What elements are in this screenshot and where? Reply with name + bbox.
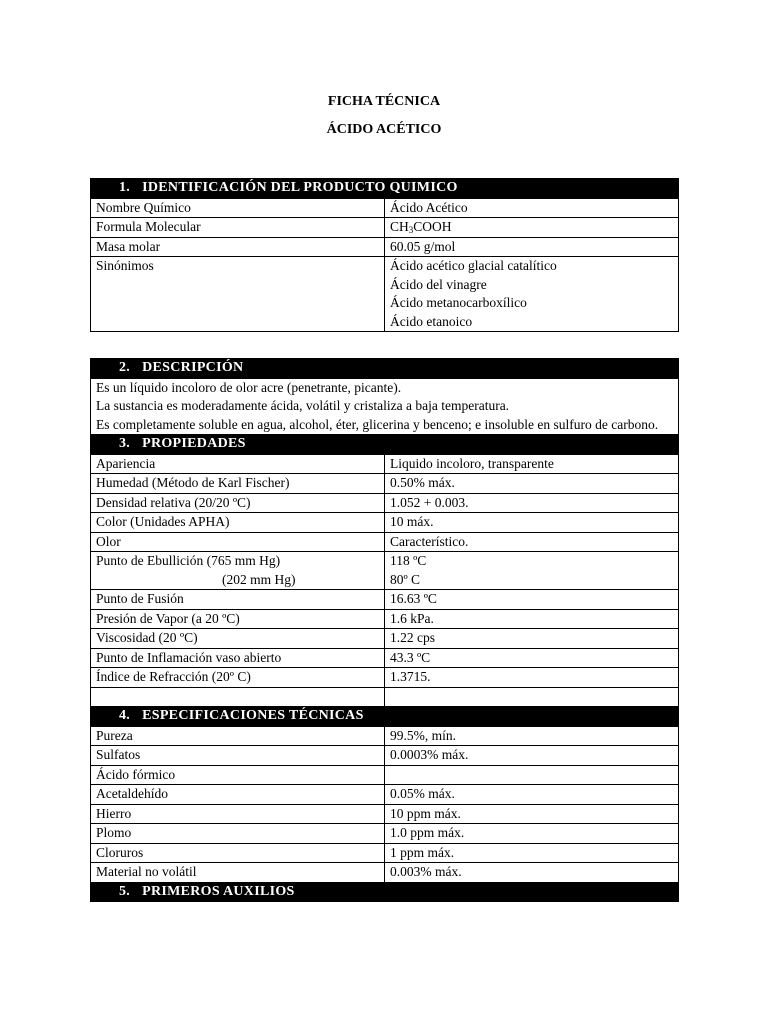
table-row: [91, 513, 679, 533]
formula-subscript: 3: [408, 225, 414, 235]
section-number: 4.: [119, 708, 131, 723]
row-label: Punto de Fusión: [91, 590, 385, 610]
row-value: 10 ppm máx.: [385, 804, 679, 824]
section-title: PROPIEDADES: [142, 436, 246, 451]
identification-table: [90, 178, 679, 332]
description-line: Es un líquido incoloro de olor acre (penetrante, picante).: [96, 379, 402, 395]
section-header-description: [91, 359, 679, 379]
table-row: [91, 493, 679, 513]
row-value: 10 máx.: [385, 513, 679, 533]
row-label: Cloruros: [91, 843, 385, 863]
row-value: 0.003% máx.: [385, 863, 679, 883]
row-value: 1.052 + 0.003.: [385, 493, 679, 513]
table-row: [91, 629, 679, 649]
row-label: Presión de Vapor (a 20 ºC): [91, 609, 385, 629]
row-label: Ácido fórmico: [91, 765, 385, 785]
synonym: Ácido del vinagre: [390, 276, 487, 292]
row-label: Sulfatos: [91, 746, 385, 766]
section-header-specifications: [91, 707, 679, 727]
table-row: [91, 257, 679, 332]
table-row: [91, 552, 679, 590]
synonyms-cell: [385, 257, 679, 332]
formula-part: COOH: [413, 219, 452, 234]
row-label: Masa molar: [91, 237, 385, 257]
table-row: [91, 648, 679, 668]
boiling-point-values: [385, 552, 679, 590]
row-value: [385, 765, 679, 785]
table-row: [91, 668, 679, 688]
row-value: Ácido Acético: [385, 198, 679, 218]
table-row: [91, 746, 679, 766]
row-label: Color (Unidades APHA): [91, 513, 385, 533]
document-subtitle: ÁCIDO ACÉTICO: [326, 122, 442, 137]
table-row: [91, 237, 679, 257]
properties-table: [90, 358, 679, 902]
section-header-row: [91, 707, 679, 727]
row-value: Liquido incoloro, transparente: [385, 454, 679, 474]
row-label: Punto de Inflamación vaso abierto: [91, 648, 385, 668]
table-row: [91, 765, 679, 785]
row-value: 1.22 cps: [385, 629, 679, 649]
row-label-secondary: (202 mm Hg): [222, 571, 296, 587]
section-number: 1.: [119, 180, 131, 195]
section-header-properties: [91, 435, 679, 455]
row-label: Hierro: [91, 804, 385, 824]
section-title: DESCRIPCIÓN: [142, 360, 244, 375]
row-value: 1 ppm máx.: [385, 843, 679, 863]
row-value: 0.50% máx.: [385, 474, 679, 494]
molecular-formula: [385, 218, 679, 238]
row-value: 99.5%, mín.: [385, 726, 679, 746]
table-row: [91, 804, 679, 824]
document-title: FICHA TÉCNICA: [327, 94, 441, 109]
synonym: Ácido etanoico: [390, 313, 473, 329]
description-cell: [91, 378, 679, 435]
table-row: [91, 198, 679, 218]
description-row: [91, 378, 679, 435]
description-line: La sustancia es moderadamente ácida, volátil y cristaliza a baja temperatura.: [96, 398, 510, 413]
row-label: Nombre Químico: [91, 198, 385, 218]
row-value: 16.63 ºC: [385, 590, 679, 610]
row-value: 43.3 ºC: [385, 648, 679, 668]
section-header-row: [91, 882, 679, 902]
table-row: [91, 609, 679, 629]
empty-cell: [385, 687, 679, 707]
row-label: Viscosidad (20 ºC): [91, 629, 385, 649]
table-row: [91, 474, 679, 494]
row-label: Material no volátil: [91, 863, 385, 883]
row-label: Índice de Refracción (20º C): [91, 668, 385, 688]
row-label: Acetaldehído: [91, 785, 385, 805]
row-label: Apariencia: [91, 454, 385, 474]
row-value: 0.0003% máx.: [385, 746, 679, 766]
table-row: [91, 454, 679, 474]
section-number: 5.: [119, 883, 131, 899]
table-row: [91, 532, 679, 552]
table-row: [91, 843, 679, 863]
section-header-first-aid: [91, 882, 679, 902]
row-value: 60.05 g/mol: [385, 237, 679, 257]
row-value: 1.3715.: [385, 668, 679, 688]
section-header-row: [91, 435, 679, 455]
table-row: [91, 785, 679, 805]
row-label: Plomo: [91, 824, 385, 844]
section-title: ESPECIFICACIONES TÉCNICAS: [142, 708, 364, 723]
section-title: IDENTIFICACIÓN DEL PRODUCTO QUIMICO: [142, 180, 458, 195]
section-number: 2.: [119, 360, 131, 375]
table-row: [91, 218, 679, 238]
row-value: 1.6 kPa.: [385, 609, 679, 629]
row-label: Humedad (Método de Karl Fischer): [91, 474, 385, 494]
formula-part: CH: [390, 219, 409, 234]
section-title: PRIMEROS AUXILIOS: [142, 883, 295, 899]
empty-cell: [91, 687, 385, 707]
row-label: Formula Molecular: [91, 218, 385, 238]
synonym: Ácido metanocarboxílico: [390, 295, 527, 310]
row-label: Sinónimos: [91, 257, 385, 332]
table-row: [91, 863, 679, 883]
row-value: 118 ºC: [390, 553, 427, 568]
row-value: 0.05% máx.: [385, 785, 679, 805]
description-line: Es completamente soluble en agua, alcohol, éter, glicerina y benceno; e insoluble en sulfuro de carbono.: [96, 416, 659, 432]
table-row: [91, 824, 679, 844]
row-label: Densidad relativa (20/20 ºC): [91, 493, 385, 513]
empty-row: [91, 687, 679, 707]
section-header-row: [91, 179, 679, 199]
row-label: Punto de Ebullición (765 mm Hg): [96, 553, 281, 568]
section-header-row: [91, 359, 679, 379]
row-label: Pureza: [91, 726, 385, 746]
row-value: Característico.: [385, 532, 679, 552]
boiling-point-labels: [91, 552, 385, 590]
table-row: [91, 726, 679, 746]
synonym: Ácido acético glacial catalítico: [390, 258, 557, 273]
section-header-identification: [91, 179, 679, 199]
section-number: 3.: [119, 436, 131, 451]
row-value-secondary: 80º C: [390, 571, 421, 587]
table-row: [91, 590, 679, 610]
row-label: Olor: [91, 532, 385, 552]
row-value: 1.0 ppm máx.: [385, 824, 679, 844]
